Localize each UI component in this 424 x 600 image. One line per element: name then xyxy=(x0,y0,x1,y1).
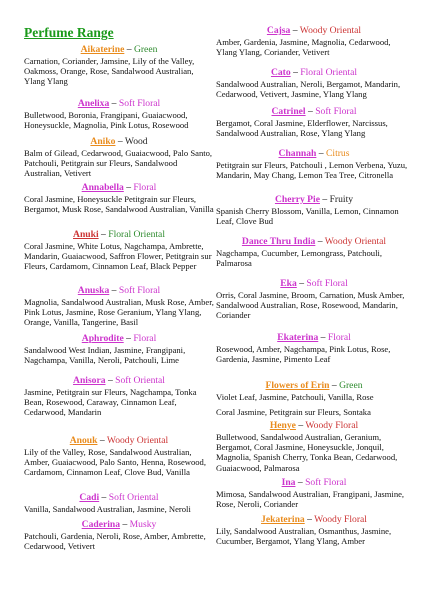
perfume-entry-anuska xyxy=(24,285,214,328)
perfume-notes: Vanilla, Sandalwood Australian, Jasmine, Neroli xyxy=(24,504,191,514)
separator-dash: – xyxy=(111,285,117,296)
perfume-notes: Bergamot, Coral Jasmine, Elderflower, Narcissus, Sandalwood Australian, Rose, Ylang Ylang xyxy=(216,118,388,139)
perfume-heading xyxy=(24,98,214,109)
perfume-family: Green xyxy=(339,380,363,391)
perfume-family: Woody Oriental xyxy=(106,435,169,446)
perfume-entry-ekaterina xyxy=(216,332,412,364)
perfume-heading xyxy=(24,136,214,147)
separator-dash: – xyxy=(101,492,107,503)
perfume-family: Soft Oriental xyxy=(108,492,159,503)
perfume-family: Musky xyxy=(129,519,157,530)
perfume-entry-anelixa xyxy=(24,98,214,130)
perfume-entry-flowers-of-erin xyxy=(216,380,412,417)
perfume-heading xyxy=(24,519,214,530)
perfume-family: Soft Floral xyxy=(118,285,161,296)
perfume-entry-cherry-pie xyxy=(216,194,412,226)
perfume-notes: Amber, Gardenia, Jasmine, Magnolia, Cedarwood, Ylang Ylang, Coriander, Vetivert xyxy=(216,37,391,58)
perfume-entry-anisora xyxy=(24,375,214,418)
perfume-notes: Patchouli, Gardenia, Neroli, Rose, Amber, Ambrette, Cedarwood, Vetivert xyxy=(24,531,206,552)
perfume-family: Fruity xyxy=(329,194,354,205)
perfume-family: Woody Oriental xyxy=(299,25,362,36)
perfume-name: Caderina xyxy=(81,519,121,530)
perfume-entry-jekaterina xyxy=(216,514,412,546)
perfume-notes: Carnation, Coriander, Jamsine, Lily of the Valley, Oakmoss, Orange, Rose, Sandalwood Australian, Ylang Ylang xyxy=(24,56,195,87)
perfume-entry-henye xyxy=(216,420,412,473)
perfume-name: Flowers of Erin xyxy=(265,380,330,391)
perfume-name: Cherry Pie xyxy=(274,194,320,205)
perfume-name: Jekaterina xyxy=(261,514,305,525)
perfume-notes: Petitgrain sur Fleurs, Patchouli , Lemon Verbena, Yuzu, Mandarin, May Chang, Lemon Tea Tree, Citronella xyxy=(216,160,408,181)
perfume-name: Anisora xyxy=(73,375,106,386)
perfume-notes: Rosewood, Amber, Nagchampa, Pink Lotus, Rose, Gardenia, Jasmine, Pimento Leaf xyxy=(216,344,391,365)
perfume-heading xyxy=(24,435,214,446)
perfume-heading xyxy=(216,380,412,391)
perfume-notes: Magnolia, Sandalwood Australian, Musk Rose, Amber, Pink Lotus, Jasmine, Rose Geranium, Ylang Ylang, Orange, Vanilla, Tangerine, Basil xyxy=(24,297,214,328)
perfume-notes: Jasmine, Petitgrain sur Fleurs, Nagchampa, Tonka Bean, Rosewood, Caraway, Cinnamon Leaf, Cedarwood, Mandarin xyxy=(24,387,197,418)
perfume-name: Cadi xyxy=(79,492,100,503)
perfume-entry-caderina xyxy=(24,519,214,551)
perfume-heading xyxy=(216,420,412,431)
perfume-heading xyxy=(24,285,214,296)
perfume-family: Floral Oriental xyxy=(300,67,358,78)
perfume-entry-aphrodite xyxy=(24,333,214,365)
perfume-family: Soft Oriental xyxy=(115,375,165,386)
perfume-heading xyxy=(216,148,412,159)
perfume-name: Henye xyxy=(269,420,296,431)
separator-dash: – xyxy=(299,278,305,289)
perfume-heading xyxy=(24,492,214,503)
perfume-family: Floral xyxy=(327,332,351,343)
perfume-entry-catrinel xyxy=(216,106,412,138)
perfume-family: Woody Oriental xyxy=(324,236,387,247)
perfume-entry-annabella xyxy=(24,182,214,214)
perfume-heading xyxy=(24,182,214,193)
separator-dash: – xyxy=(292,25,298,36)
perfume-family: Floral Oriental xyxy=(108,229,165,240)
perfume-name: Ekaterina xyxy=(277,332,319,343)
perfume-entry-cato xyxy=(216,67,412,99)
separator-dash: – xyxy=(126,333,131,344)
perfume-name: Anouk xyxy=(69,435,98,446)
perfume-notes: Balm of Gilead, Cedarwood, Guaiacwood, Palo Santo, Patchouli, Petitgrain sur Fleurs, Sandalwood Australian, Vetivert xyxy=(24,148,213,179)
perfume-name: Anuki xyxy=(73,229,99,240)
separator-dash: – xyxy=(117,136,123,147)
perfume-notes: Sandalwood Australian, Neroli, Bergamot, Mandarin, Cedarwood, Vetivert, Jasmine, Ylang Ylang xyxy=(216,79,401,100)
perfume-family: Wood xyxy=(124,136,148,147)
perfume-family: Citrus xyxy=(326,148,350,159)
separator-dash: – xyxy=(99,435,105,446)
perfume-heading xyxy=(24,229,214,240)
perfume-heading xyxy=(216,278,412,289)
separator-dash: – xyxy=(107,375,113,386)
perfume-heading xyxy=(216,106,412,117)
perfume-name: Cajsa xyxy=(266,25,291,36)
perfume-entry-channah xyxy=(216,148,412,180)
perfume-entry-cadi xyxy=(24,492,214,514)
separator-dash: – xyxy=(298,420,304,431)
perfume-family: Floral xyxy=(133,182,157,193)
perfume-name: Aikaterine xyxy=(80,44,125,55)
page-title: Perfume Range xyxy=(24,25,114,40)
perfume-heading xyxy=(24,44,214,55)
separator-dash: – xyxy=(122,519,128,530)
perfume-heading xyxy=(216,332,412,343)
perfume-entry-eka xyxy=(216,278,412,321)
separator-dash: – xyxy=(317,236,323,247)
perfume-notes: Coral Jasmine, White Lotus, Nagchampa, Ambrette, Mandarin, Guaiacwood, Saffron Flower, Petitgrain sur Fleurs, Cardamom, Cinnamon Leaf, Black Pepper xyxy=(24,241,212,272)
perfume-heading xyxy=(24,375,214,386)
separator-dash: – xyxy=(308,106,313,117)
perfume-name: Anelixa xyxy=(77,98,110,109)
perfume-heading xyxy=(216,194,412,205)
perfume-entry-dance-thru-india xyxy=(216,236,412,268)
separator-dash: – xyxy=(318,148,324,159)
perfume-notes: Spanish Cherry Blossom, Vanilla, Lemon, Cinnamon Leaf, Clove Bud xyxy=(216,206,399,227)
perfume-notes: Violet Leaf, Jasmine, Patchouli, Vanilla, Rose xyxy=(216,392,374,402)
perfume-notes: Nagchampa, Cucumber, Lemongrass, Patchouli, Palmarosa xyxy=(216,248,382,269)
perfume-family: Soft Floral xyxy=(315,106,357,117)
perfume-notes: Sandalwood West Indian, Jasmine, Frangipani, Nagchampa, Vanilla, Neroli, Patchouli, Lime xyxy=(24,345,186,366)
perfume-notes: Coral Jasmine, Honeysuckle Petitgrain sur Fleurs, Bergamot, Musk Rose, Sandalwood Australian, Vanilla xyxy=(24,194,214,215)
perfume-notes: Lily of the Valley, Rose, Sandalwood Australian, Amber, Guaiacwood, Palo Santo, Henna, Rosewood, Cardamom, Cinnamon Leaf, Clove Bud, Vanilla xyxy=(24,447,207,478)
separator-dash: – xyxy=(297,477,303,488)
perfume-name: Dance Thru India xyxy=(241,236,316,247)
perfume-notes-extra: Coral Jasmine, Petitgrain sur Fleurs, Sontaka xyxy=(216,407,371,418)
perfume-family: Soft Floral xyxy=(118,98,161,109)
separator-dash: – xyxy=(331,380,337,391)
perfume-name: Ina xyxy=(281,477,296,488)
perfume-heading xyxy=(24,333,214,344)
perfume-heading xyxy=(216,236,412,247)
separator-dash: – xyxy=(293,67,298,78)
separator-dash: – xyxy=(307,514,312,525)
perfume-name: Catrinel xyxy=(271,106,306,117)
perfume-heading xyxy=(216,67,412,78)
separator-dash: – xyxy=(111,98,117,109)
separator-dash: – xyxy=(126,182,131,193)
separator-dash: – xyxy=(101,229,106,240)
perfume-heading xyxy=(216,25,412,36)
perfume-notes: Orris, Coral Jasmine, Broom, Carnation, Musk Amber, Sandalwood Australian, Rose, Rosewood, Mandarin, Coriander xyxy=(216,290,405,321)
perfume-family: Green xyxy=(133,44,158,55)
perfume-family: Soft Floral xyxy=(306,278,348,289)
perfume-heading xyxy=(216,514,412,525)
perfume-name: Channah xyxy=(278,148,317,159)
perfume-notes: Bulletwood, Boronia, Frangipani, Guaiacwood, Honeysuckle, Magnolia, Pink Lotus, Rosewood xyxy=(24,110,189,131)
perfume-family: Floral xyxy=(133,333,157,344)
perfume-entry-anouk xyxy=(24,435,214,478)
perfume-notes: Mimosa, Sandalwood Australian, Frangipani, Jasmine, Rose, Neroli, Coriander xyxy=(216,489,405,510)
perfume-entry-aniko xyxy=(24,136,214,179)
perfume-entry-ina xyxy=(216,477,412,509)
perfume-entry-aikaterine xyxy=(24,44,214,87)
perfume-family: Soft Floral xyxy=(305,477,347,488)
perfume-name: Annabella xyxy=(81,182,124,193)
perfume-name: Eka xyxy=(280,278,297,289)
separator-dash: – xyxy=(322,194,328,205)
perfume-family: Woody Floral xyxy=(314,514,367,525)
perfume-name: Anuska xyxy=(77,285,110,296)
perfume-notes: Bulletwood, Sandalwood Australian, Geranium, Bergamot, Coral Jasmine, Honeysuckle, Jonquil, Magnolia, Spanish Cherry, Tonka Bean, Cedarwood, Guaiacwood, Palmarosa xyxy=(216,432,398,473)
perfume-notes: Lily, Sandalwood Australian, Osmanthus, Jasmine, Cucumber, Bergamot, Ylang Ylang, Amber xyxy=(216,526,392,547)
separator-dash: – xyxy=(126,44,132,55)
perfume-name: Aniko xyxy=(90,136,116,147)
separator-dash: – xyxy=(320,332,326,343)
perfume-entry-anuki xyxy=(24,229,214,272)
perfume-heading xyxy=(216,477,412,488)
perfume-family: Woody Floral xyxy=(305,420,359,431)
perfume-name: Aphrodite xyxy=(81,333,124,344)
perfume-entry-cajsa xyxy=(216,25,412,57)
perfume-name: Cato xyxy=(270,67,291,78)
